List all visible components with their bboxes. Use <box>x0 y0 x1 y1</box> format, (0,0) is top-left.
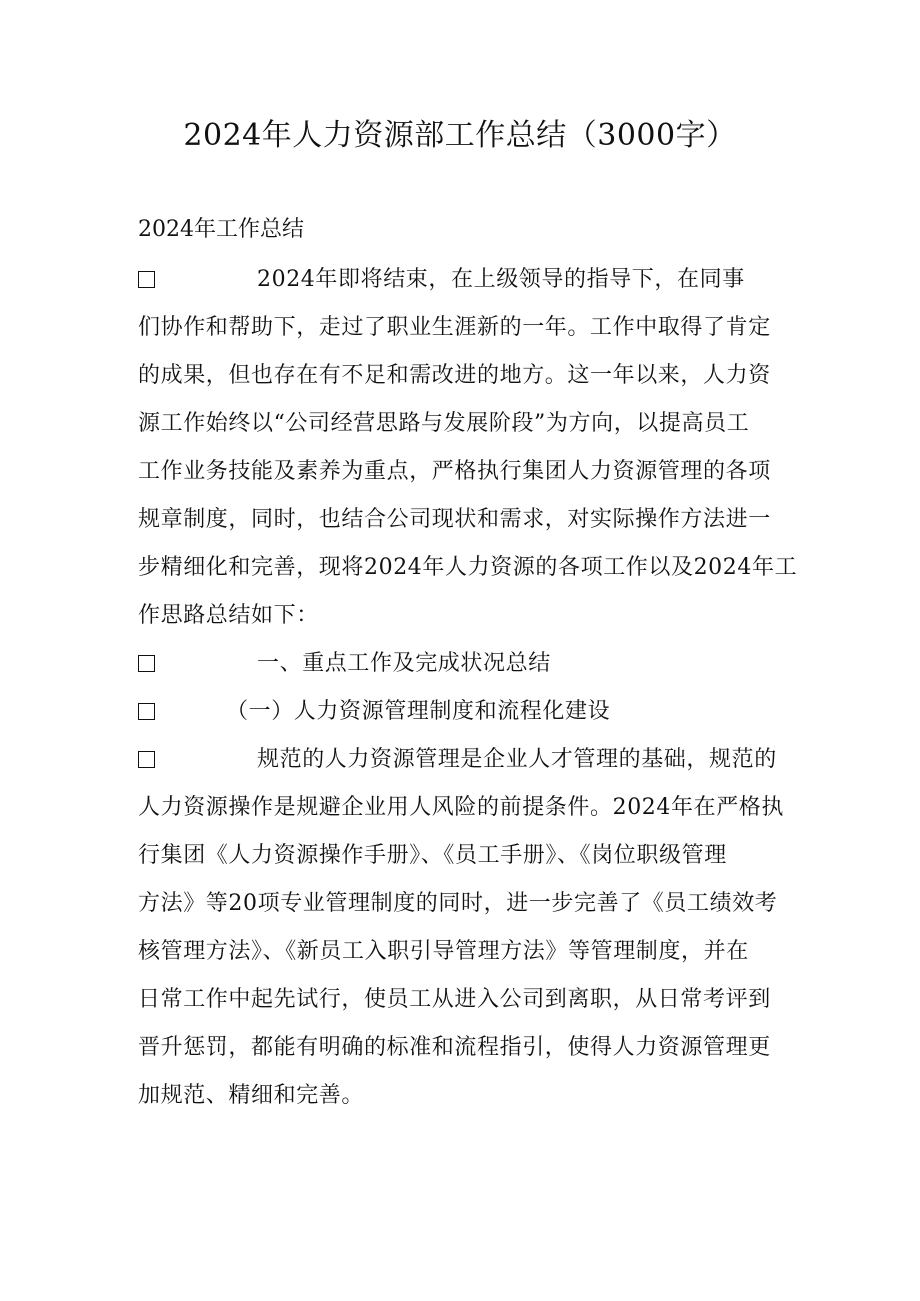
paragraph-1-first-line: 2024年即将结束，在上级领导的指导下，在同事 <box>257 267 745 292</box>
paragraph-2-line: 人力资源操作是规避企业用人风险的前提条件。2024年在严格执 <box>138 795 784 820</box>
heading-1: 一、重点工作及完成状况总结 <box>257 651 551 676</box>
paragraph-1-line: 们协作和帮助下，走过了职业生涯新的一年。工作中取得了肯定 <box>138 315 771 340</box>
checkbox-subheading-1[interactable] <box>138 703 155 720</box>
paragraph-2-line: 加规范、精细和完善。 <box>138 1083 365 1108</box>
paragraph-1-line: 的成果，但也存在有不足和需改进的地方。这一年以来，人力资 <box>138 363 771 388</box>
paragraph-1-line: 作思路总结如下： <box>138 603 319 628</box>
paragraph-2-line: 方法》等20项专业管理制度的同时，进一步完善了《员工绩效考 <box>138 891 778 916</box>
subheading-1: （一）人力资源管理制度和流程化建设 <box>226 699 611 724</box>
paragraph-2-line: 行集团《人力资源操作手册》、《员工手册》、《岗位职级管理 <box>138 843 727 868</box>
checkbox-heading-1[interactable] <box>138 655 155 672</box>
section-heading: 2024年工作总结 <box>138 217 304 242</box>
document-title: 2024年人力资源部工作总结（3000字） <box>183 118 737 153</box>
paragraph-1-line: 源工作始终以“公司经营思路与发展阶段”为方向，以提高员工 <box>138 411 750 436</box>
checkbox-paragraph-2[interactable] <box>138 751 155 768</box>
paragraph-1-line: 规章制度，同时，也结合公司现状和需求，对实际操作方法进一 <box>138 507 771 532</box>
paragraph-1-line: 工作业务技能及素养为重点，严格执行集团人力资源管理的各项 <box>138 459 771 484</box>
paragraph-2-line: 晋升惩罚，都能有明确的标准和流程指引，使得人力资源管理更 <box>138 1035 771 1060</box>
checkbox-paragraph-1[interactable] <box>138 271 155 288</box>
paragraph-1-line: 步精细化和完善，现将2024年人力资源的各项工作以及2024年工 <box>138 555 798 580</box>
paragraph-2-first-line: 规范的人力资源管理是企业人才管理的基础，规范的 <box>257 747 777 772</box>
paragraph-2-line: 核管理方法》、《新员工入职引导管理方法》等管理制度，并在 <box>138 939 749 964</box>
paragraph-2-line: 日常工作中起先试行，使员工从进入公司到离职，从日常考评到 <box>138 987 771 1012</box>
